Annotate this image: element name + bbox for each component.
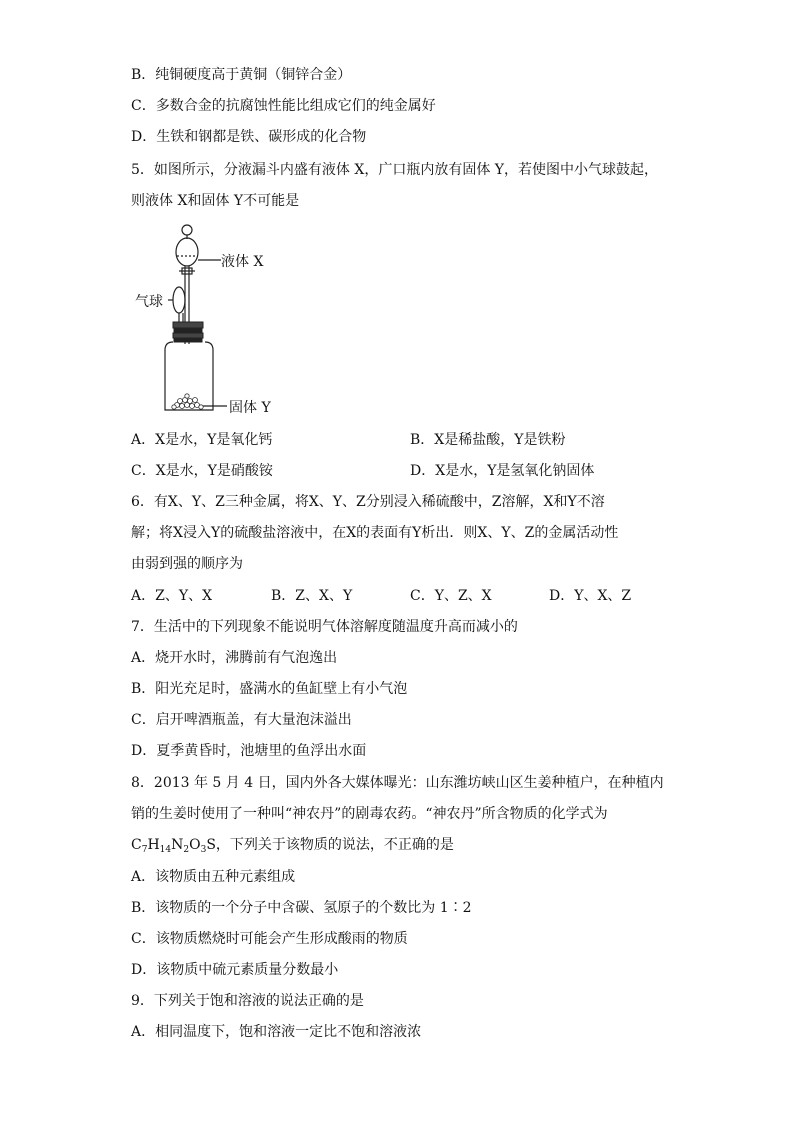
q9-stem: 9．下列关于饱和溶液的说法正确的是 bbox=[131, 993, 364, 1009]
q8-option-a: A．该物质由五种元素组成 bbox=[131, 869, 296, 885]
q9-option-a: A．相同温度下，饱和溶液一定比不饱和溶液浓 bbox=[131, 1024, 422, 1040]
q5-stem-line1: 5．如图所示，分液漏斗内盛有液体 X，广口瓶内放有固体 Y，若使图中小气球鼓起， bbox=[131, 162, 659, 178]
q6-option-a: A．Z、Y、X bbox=[131, 588, 213, 604]
apparatus-figure bbox=[131, 222, 291, 422]
chemical-formula: $C_7H_{14}N_2O_3S$ bbox=[131, 837, 216, 855]
liquid-x-label: 液体 X bbox=[221, 254, 264, 270]
q4-option-d: D．生铁和钢都是铁、碳形成的化合物 bbox=[131, 129, 367, 145]
solid-y-label: 固体 Y bbox=[229, 400, 271, 416]
q8-option-c: C．该物质燃烧时可能会产生形成酸雨的物质 bbox=[131, 931, 408, 947]
q6-option-d: D．Y、X、Z bbox=[549, 588, 632, 604]
q8-option-d: D．该物质中硫元素质量分数最小 bbox=[131, 962, 339, 978]
balloon-label: 气球 bbox=[135, 294, 163, 310]
q5-option-a: A．X是水，Y是氧化钙 bbox=[131, 432, 273, 448]
q7-option-a: A．烧开水时，沸腾前有气泡逸出 bbox=[131, 650, 338, 666]
q7-stem: 7．生活中的下列现象不能说明气体溶解度随温度升高而减小的 bbox=[131, 619, 518, 635]
q7-option-b: B．阳光充足时，盛满水的鱼缸壁上有小气泡 bbox=[131, 681, 408, 697]
q8-stem-line1: 8．2013 年 5 月 4 日，国内外各大媒体曝光：山东潍坊峡山区生姜种植户，在种植内 bbox=[131, 775, 664, 791]
q6-option-c: C．Y、Z、X bbox=[410, 588, 492, 604]
q6-stem-line3: 由弱到强的顺序为 bbox=[131, 556, 243, 572]
q7-option-d: D．夏季黄昏时，池塘里的鱼浮出水面 bbox=[131, 743, 367, 759]
q8-option-b: B．该物质的一个分子中含碳、氢原子的个数比为 1∶2 bbox=[131, 900, 472, 916]
q6-option-b: B．Z、X、Y bbox=[271, 588, 353, 604]
q4-option-b: B．纯铜硬度高于黄铜（铜锌合金） bbox=[131, 67, 352, 83]
q5-option-b: B．X是稀盐酸，Y是铁粉 bbox=[410, 432, 566, 448]
apparatus-diagram bbox=[131, 222, 291, 422]
q5-option-d: D．X是水，Y是氢氧化钠固体 bbox=[410, 463, 595, 479]
q5-stem-line2: 则液体 X和固体 Y不可能是 bbox=[131, 193, 300, 209]
q7-option-c: C．启开啤酒瓶盖，有大量泡沫溢出 bbox=[131, 712, 352, 728]
q8-stem-line2: 销的生姜时使用了一种叫“神农丹”的剧毒农药。“神农丹”所含物质的化学式为 bbox=[131, 806, 608, 822]
q6-stem-line1: 6．有X、Y、Z三种金属，将X、Y、Z分别浸入稀硫酸中，Z溶解，X和Y不溶 bbox=[131, 494, 605, 510]
q8-stem-line3: $C_7H_{14}N_2O_3S$，下列关于该物质的说法，不正确的是 bbox=[131, 837, 454, 855]
q6-stem-line2: 解；将X浸入Y的硫酸盐溶液中，在X的表面有Y析出．则X、Y、Z的金属活动性 bbox=[131, 525, 619, 541]
q4-option-c: C．多数合金的抗腐蚀性能比组成它们的纯金属好 bbox=[131, 98, 436, 114]
q5-option-c: C．X是水，Y是硝酸铵 bbox=[131, 463, 273, 479]
